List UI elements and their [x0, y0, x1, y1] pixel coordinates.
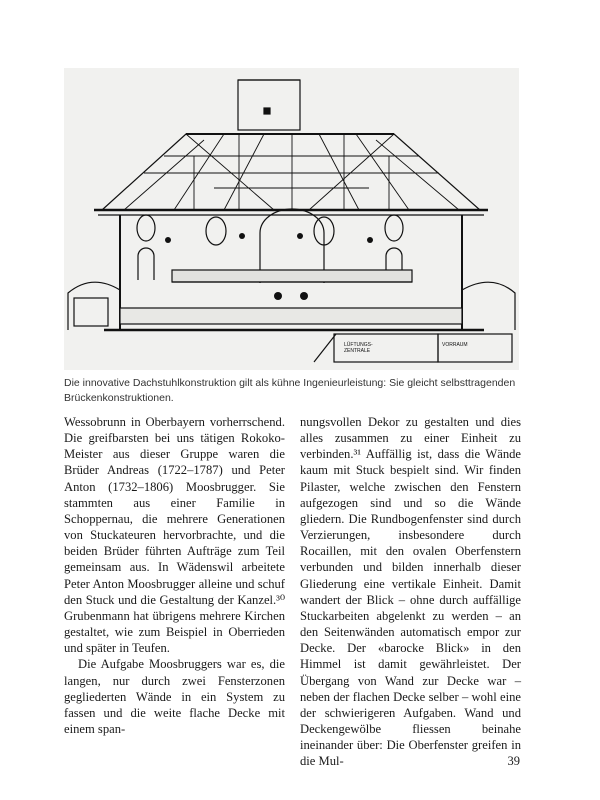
page-number: 39 [507, 754, 520, 768]
cross-section-svg [64, 68, 519, 370]
label-vestibule: VORRAUM [442, 342, 468, 348]
figure-caption: Die innovative Dachstuhlkonstruktion gilt als kühne Ingenieurleistung: Sie gleicht selbsttragenden Brückenkonstruktionen. [64, 377, 516, 404]
paragraph: nungsvollen Dekor zu gestalten und dies alles zusammen zu einer Einheit zu verbinden.³¹ Auffällig ist, dass die Wände kaum mit Stuck bespielt sind. Wir finden Pilaster, welche zwischen den Fenstern aufgezogen sind und so die Wände gliedern. Die Rundbogenfenster sind durch Verzierungen, insbesondere durch Rocaillen, mit den ovalen Oberfenstern verbunden und bilden innerhalb dieser Gliederung eine vertikale Einheit. Damit wandert der Blick – ohne durch auffällige Stuckarbeiten abgelenkt zu werden – an den Seitenwänden automatisch empor zur Decke. Der «barocke Blick» in den Himmel ist damit gewährleistet. Der Übergang von Wand zur Decke war – neben der flachen Decke selber – wohl eine der schwierigeren Aufgaben. Wand und Deckengewölbe fliessen beinahe ineinander über: Die Oberfenster greifen in die Mul- [300, 415, 521, 769]
label-ventilation-line-2: ZENTRALE [344, 348, 371, 354]
paragraph: Die Aufgabe Moosbruggers war es, die langen, nur durch zwei Fensterzonen gegliederten Wände in ein System zu fassen und die weite flache Decke mit einem span- [64, 657, 285, 736]
text-column-right [300, 414, 521, 769]
label-ventilation-line-1: LÜFTUNGS- [344, 342, 373, 348]
paragraph: Wessobrunn in Oberbayern vorherrschend. Die greifbarsten bei uns tätigen Rokoko-Meister aus dieser Gruppe waren die Brüder Andreas (1722–1787) und Peter Anton (1732–1806) Moosbrugger. Sie stammten aus einer Familie in Schoppernau, die mehrere Generationen von Stuckateuren hervorbrachte, und die beiden Brüder führten Aufträge zum Teil gemeinsam aus. In Wädenswil arbeitete Peter Anton Moosbrugger alleine und schuf den Stuck und die Gestaltung der Kanzel.³⁰ Grubenmann hat übrigens mehrere Kirchen gestaltet, wie zum Beispiel in Oberrieden und später in Teufen. [64, 415, 285, 656]
text-column-left [64, 414, 285, 737]
church-section-drawing [64, 68, 519, 370]
